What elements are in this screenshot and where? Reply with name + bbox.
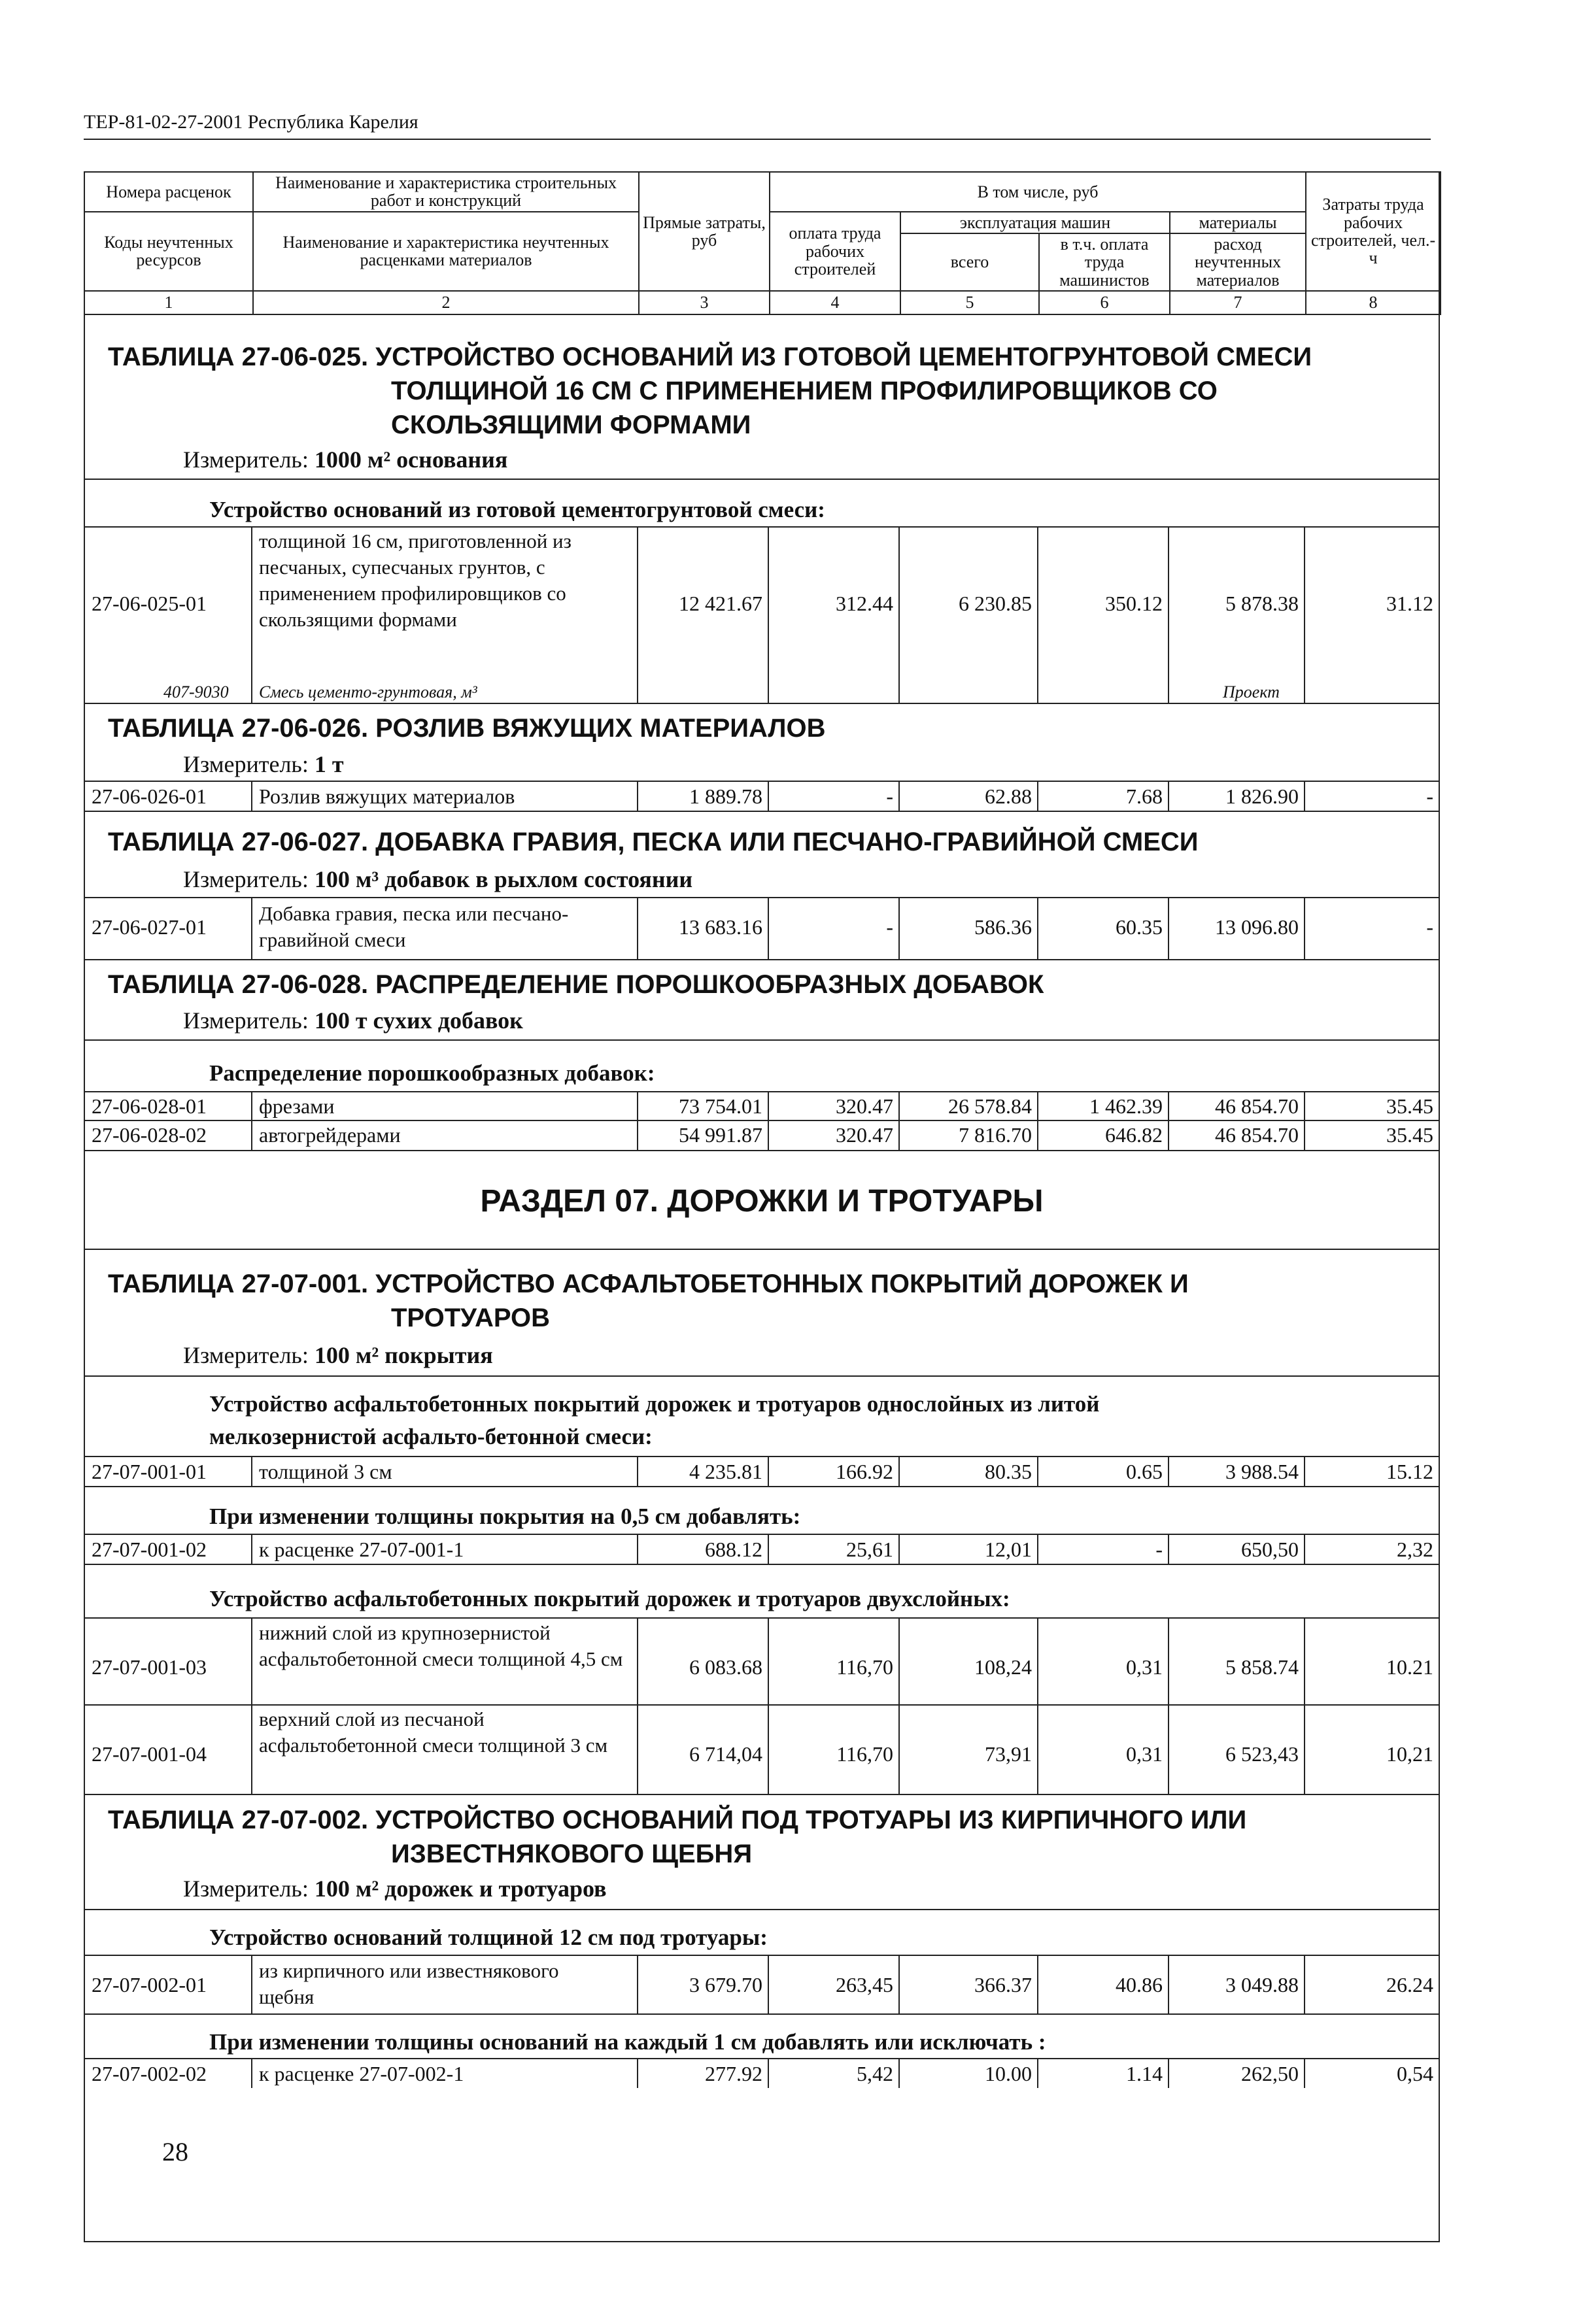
rule bbox=[84, 1039, 1440, 1041]
measure-unit: Измеритель: 100 т сухих добавок bbox=[183, 1007, 523, 1034]
direct-cost: 4 235.81 bbox=[689, 1460, 762, 1483]
col-header-labor: оплата труда рабочих строителей bbox=[770, 212, 900, 291]
rule bbox=[84, 1120, 1440, 1121]
vline bbox=[898, 526, 900, 703]
direct-cost: 13 683.16 bbox=[679, 915, 762, 939]
col-num: 3 bbox=[639, 291, 770, 314]
rule bbox=[84, 781, 1440, 782]
labor-cost: - bbox=[886, 915, 893, 939]
table-title: ТАБЛИЦА 27-06-026. РОЗЛИВ ВЯЖУЩИХ МАТЕРИАЛОВ bbox=[108, 714, 826, 743]
labor-cost: 25,61 bbox=[846, 1538, 893, 1561]
rule bbox=[84, 1249, 1440, 1250]
labor-cost: 166.92 bbox=[836, 1460, 893, 1483]
labor-hours: 10.21 bbox=[1386, 1655, 1433, 1679]
subheading: Распределение порошкообразных добавок: bbox=[209, 1060, 655, 1086]
labor-hours: 15.12 bbox=[1386, 1460, 1433, 1483]
col-header-mat: материалы bbox=[1170, 212, 1306, 233]
vline bbox=[251, 1534, 252, 1564]
vline bbox=[768, 781, 769, 811]
col-header-works: Наименование и характеристика строительных работ и конструкций bbox=[253, 172, 639, 212]
col-num: 4 bbox=[770, 291, 900, 314]
machine-cost: 80.35 bbox=[985, 1460, 1032, 1483]
table-title: ТАБЛИЦА 27-07-002. УСТРОЙСТВО ОСНОВАНИЙ ПОД ТРОТУАРЫ ИЗ КИРПИЧНОГО ИЛИ bbox=[108, 1806, 1247, 1834]
vline bbox=[637, 2058, 638, 2088]
vline bbox=[1037, 1534, 1038, 1564]
materials-cost: 262,50 bbox=[1241, 2062, 1299, 2085]
vline bbox=[1168, 1955, 1169, 2013]
rule bbox=[84, 1564, 1440, 1565]
machine-labor: 7.68 bbox=[1126, 784, 1163, 808]
page-number: 28 bbox=[162, 2137, 188, 2166]
vline bbox=[251, 526, 252, 703]
vline bbox=[637, 1617, 638, 1794]
rule bbox=[84, 811, 1440, 812]
materials-cost: 5 858.74 bbox=[1225, 1655, 1299, 1679]
vline bbox=[1304, 781, 1305, 811]
resource-code: 407-9030 bbox=[163, 682, 229, 701]
machine-labor: 350.12 bbox=[1105, 592, 1163, 615]
work-name: фрезами bbox=[259, 1094, 335, 1118]
rule bbox=[84, 1091, 1440, 1092]
direct-cost: 73 754.01 bbox=[679, 1094, 762, 1118]
vline bbox=[251, 1456, 252, 1486]
code-cell: 27-07-002-01 bbox=[92, 1973, 207, 1996]
labor-hours: 35.45 bbox=[1386, 1094, 1433, 1118]
direct-cost: 6 714,04 bbox=[689, 1742, 762, 1766]
materials-cost: 650,50 bbox=[1241, 1538, 1299, 1561]
work-name: толщиной 16 см, приготовленной из песчаных, супесчаных грунтов, с применением профилировщиков со скользящими формами bbox=[259, 530, 572, 631]
labor-cost: 5,42 bbox=[857, 2062, 893, 2085]
vline bbox=[898, 1456, 900, 1486]
header-rule bbox=[84, 139, 1431, 140]
labor-cost: 320.47 bbox=[836, 1094, 893, 1118]
vline bbox=[1037, 1955, 1038, 2013]
machine-cost: 26 578.84 bbox=[948, 1094, 1032, 1118]
rule bbox=[84, 1617, 1440, 1619]
vline bbox=[637, 526, 638, 703]
rule bbox=[84, 1955, 1440, 1956]
vline bbox=[637, 1534, 638, 1564]
vline bbox=[768, 1617, 769, 1794]
col-header-codes: Номера расценок bbox=[84, 172, 253, 212]
work-name: к расценке 27-07-001-1 bbox=[259, 1538, 464, 1561]
work-name: автогрейдерами bbox=[259, 1123, 401, 1147]
labor-cost: 116,70 bbox=[836, 1655, 893, 1679]
vline bbox=[1304, 1617, 1305, 1794]
rule bbox=[84, 703, 1440, 704]
work-name: Розлив вяжущих материалов bbox=[259, 784, 515, 808]
vline bbox=[251, 2058, 252, 2088]
vline bbox=[898, 1617, 900, 1794]
vline bbox=[637, 1456, 638, 1486]
machine-labor: 646.82 bbox=[1105, 1123, 1163, 1147]
vline bbox=[898, 781, 900, 811]
labor-hours: - bbox=[1426, 784, 1433, 808]
labor-cost: 116,70 bbox=[836, 1742, 893, 1766]
vline bbox=[1168, 526, 1169, 703]
subheading: Устройство асфальтобетонных покрытий дорожек и тротуаров двухслойных: bbox=[209, 1586, 1010, 1611]
measure-unit: Измеритель: 100 м³ добавок в рыхлом состоянии bbox=[183, 866, 693, 892]
machine-cost: 62.88 bbox=[985, 784, 1032, 808]
vline bbox=[1037, 2058, 1038, 2088]
subheading: Устройство оснований из готовой цементогрунтовой смеси: bbox=[209, 497, 825, 522]
machine-cost: 7 816.70 bbox=[959, 1123, 1032, 1147]
direct-cost: 3 679.70 bbox=[689, 1973, 762, 1996]
machine-labor: 1.14 bbox=[1126, 2062, 1163, 2085]
table-title: ТАБЛИЦА 27-07-001. УСТРОЙСТВО АСФАЛЬТОБЕТОННЫХ ПОКРЫТИЙ ДОРОЖЕК И bbox=[108, 1270, 1189, 1298]
vline bbox=[1304, 1955, 1305, 2013]
page-header: ТЕР-81-02-27-2001 Республика Карелия bbox=[84, 111, 418, 133]
col-header-machines: эксплуатация машин bbox=[900, 212, 1170, 233]
rule bbox=[84, 1704, 1440, 1706]
machine-labor: 1 462.39 bbox=[1089, 1094, 1163, 1118]
vline bbox=[768, 2058, 769, 2088]
col-num: 1 bbox=[84, 291, 253, 314]
table-title-cont: ТРОТУАРОВ bbox=[391, 1304, 551, 1332]
rule bbox=[84, 1150, 1440, 1151]
section-title: РАЗДЕЛ 07. ДОРОЖКИ И ТРОТУАРЫ bbox=[480, 1184, 1044, 1219]
work-name: толщиной 3 см bbox=[259, 1460, 392, 1483]
col-header-hours: Затраты труда рабочих строителей, чел.-ч bbox=[1306, 172, 1441, 291]
rule bbox=[84, 1456, 1440, 1457]
machine-cost: 586.36 bbox=[974, 915, 1032, 939]
machine-cost: 108,24 bbox=[974, 1655, 1032, 1679]
machine-labor: 0,31 bbox=[1126, 1742, 1163, 1766]
vline bbox=[1304, 2058, 1305, 2088]
code-cell: 27-06-028-01 bbox=[92, 1094, 207, 1118]
vline bbox=[1037, 781, 1038, 811]
col-header-mat-use: расход неучтенных материалов bbox=[1170, 233, 1306, 291]
machine-labor: 0.65 bbox=[1126, 1460, 1163, 1483]
table-title-cont: СКОЛЬЗЯЩИМИ ФОРМАМИ bbox=[391, 411, 751, 439]
work-name: к расценке 27-07-002-1 bbox=[259, 2062, 464, 2085]
vline bbox=[1168, 897, 1169, 959]
vline bbox=[898, 897, 900, 959]
code-cell: 27-07-001-03 bbox=[92, 1655, 207, 1679]
col-num: 5 bbox=[900, 291, 1039, 314]
col-header-direct: Прямые затраты, руб bbox=[639, 172, 770, 291]
direct-cost: 54 991.87 bbox=[679, 1123, 762, 1147]
col-header-mach-labor: в т.ч. оплата труда машинистов bbox=[1039, 233, 1170, 291]
labor-hours: 26.24 bbox=[1386, 1973, 1433, 1996]
vline bbox=[768, 897, 769, 959]
measure-unit: Измеритель: 1000 м² основания bbox=[183, 446, 508, 473]
materials-cost: 46 854.70 bbox=[1215, 1123, 1299, 1147]
vline bbox=[768, 526, 769, 703]
rule bbox=[84, 1375, 1440, 1377]
col-header-res-codes: Коды неучтенных ресурсов bbox=[84, 212, 253, 291]
materials-cost: 5 878.38 bbox=[1225, 592, 1299, 615]
machine-cost: 6 230.85 bbox=[959, 592, 1032, 615]
materials-cost: 3 988.54 bbox=[1225, 1460, 1299, 1483]
vline bbox=[251, 1617, 252, 1794]
rule bbox=[84, 1909, 1440, 1910]
materials-cost: 3 049.88 bbox=[1225, 1973, 1299, 1996]
labor-cost: 263,45 bbox=[836, 1973, 893, 1996]
col-num: 6 bbox=[1039, 291, 1170, 314]
labor-cost: 312.44 bbox=[836, 592, 893, 615]
code-cell: 27-06-027-01 bbox=[92, 915, 207, 939]
work-name: из кирпичного или известнякового щебня bbox=[259, 1959, 559, 2008]
machine-labor: 0,31 bbox=[1126, 1655, 1163, 1679]
rule bbox=[84, 2013, 1440, 2015]
labor-hours: - bbox=[1426, 915, 1433, 939]
labor-hours: 0,54 bbox=[1397, 2062, 1433, 2085]
vline bbox=[898, 1534, 900, 1564]
vline bbox=[637, 1955, 638, 2013]
vline bbox=[1037, 1456, 1038, 1486]
work-name: нижний слой из крупнозернистой асфальтобетонной смеси толщиной 4,5 см bbox=[259, 1621, 623, 1670]
code-cell: 27-07-001-04 bbox=[92, 1742, 207, 1766]
work-name: верхний слой из песчаной асфальтобетонной смеси толщиной 3 см bbox=[259, 1708, 608, 1757]
vline bbox=[1168, 2058, 1169, 2088]
rule bbox=[84, 1794, 1440, 1795]
materials-cost: 1 826.90 bbox=[1225, 784, 1299, 808]
table-title-cont: ИЗВЕСТНЯКОВОГО ЩЕБНЯ bbox=[391, 1840, 753, 1868]
code-cell: 27-06-026-01 bbox=[92, 784, 207, 808]
direct-cost: 6 083.68 bbox=[689, 1655, 762, 1679]
code-cell: 27-06-025-01 bbox=[92, 592, 207, 615]
table-title-cont: ТОЛЩИНОЙ 16 СМ С ПРИМЕНЕНИЕМ ПРОФИЛИРОВЩИКОВ СО bbox=[391, 377, 1218, 405]
vline bbox=[1037, 1617, 1038, 1794]
vline bbox=[1037, 526, 1038, 703]
vline bbox=[898, 2058, 900, 2088]
work-name: Добавка гравия, песка или песчано-гравийной смеси bbox=[259, 902, 569, 951]
labor-hours: 35.45 bbox=[1386, 1123, 1433, 1147]
vline bbox=[898, 1955, 900, 2013]
vline bbox=[1304, 1456, 1305, 1486]
resource-name: Смесь цементо-грунтовая, м³ bbox=[259, 682, 477, 701]
subheading: мелкозернистой асфальто-бетонной смеси: bbox=[209, 1424, 653, 1449]
vline bbox=[637, 781, 638, 811]
labor-hours: 2,32 bbox=[1397, 1538, 1433, 1561]
code-cell: 27-06-028-02 bbox=[92, 1123, 207, 1147]
col-num: 8 bbox=[1306, 291, 1441, 314]
vline bbox=[1304, 897, 1305, 959]
rule bbox=[84, 897, 1440, 898]
col-header-mach-total: всего bbox=[900, 233, 1039, 291]
vline bbox=[251, 781, 252, 811]
vline bbox=[251, 897, 252, 959]
vline bbox=[768, 1955, 769, 2013]
materials-cost: 6 523,43 bbox=[1225, 1742, 1299, 1766]
measure-unit: Измеритель: 1 т bbox=[183, 751, 344, 777]
rule bbox=[84, 959, 1440, 960]
labor-hours: 10,21 bbox=[1386, 1742, 1433, 1766]
measure-unit: Измеритель: 100 м² покрытия bbox=[183, 1342, 493, 1368]
labor-cost: 320.47 bbox=[836, 1123, 893, 1147]
rule bbox=[84, 1486, 1440, 1487]
direct-cost: 277.92 bbox=[705, 2062, 762, 2085]
machine-cost: 366.37 bbox=[974, 1973, 1032, 1996]
direct-cost: 12 421.67 bbox=[679, 592, 762, 615]
subheading: Устройство асфальтобетонных покрытий дорожек и тротуаров однослойных из литой bbox=[209, 1391, 1100, 1417]
vline bbox=[1168, 1534, 1169, 1564]
labor-hours: 31.12 bbox=[1386, 592, 1433, 615]
code-cell: 27-07-001-01 bbox=[92, 1460, 207, 1483]
rule bbox=[84, 526, 1440, 528]
subheading: При изменении толщины оснований на каждый 1 см добавлять или исключать : bbox=[209, 2029, 1046, 2055]
rule bbox=[84, 2058, 1440, 2059]
col-header-incl: В том числе, руб bbox=[770, 172, 1306, 212]
table-title: ТАБЛИЦА 27-06-027. ДОБАВКА ГРАВИЯ, ПЕСКА ИЛИ ПЕСЧАНО-ГРАВИЙНОЙ СМЕСИ bbox=[108, 828, 1199, 856]
direct-cost: 1 889.78 bbox=[689, 784, 762, 808]
vline bbox=[768, 1534, 769, 1564]
subheading: При изменении толщины покрытия на 0,5 см добавлять: bbox=[209, 1504, 801, 1529]
vline bbox=[1168, 1456, 1169, 1486]
machine-cost: 73,91 bbox=[985, 1742, 1032, 1766]
vline bbox=[1304, 1534, 1305, 1564]
labor-cost: - bbox=[886, 784, 893, 808]
machine-cost: 10.00 bbox=[985, 2062, 1032, 2085]
col-header-materials: Наименование и характеристика неучтенных расценками материалов bbox=[253, 212, 639, 291]
machine-labor: - bbox=[1155, 1538, 1163, 1561]
vline bbox=[1168, 1617, 1169, 1794]
vline bbox=[1037, 897, 1038, 959]
materials-cost: 46 854.70 bbox=[1215, 1094, 1299, 1118]
rule bbox=[84, 1534, 1440, 1535]
resource-mat: Проект bbox=[1223, 682, 1280, 701]
vline bbox=[1168, 781, 1169, 811]
vline bbox=[768, 1456, 769, 1486]
table-title: ТАБЛИЦА 27-06-025. УСТРОЙСТВО ОСНОВАНИЙ ИЗ ГОТОВОЙ ЦЕМЕНТОГРУНТОВОЙ СМЕСИ bbox=[108, 343, 1312, 371]
machine-cost: 12,01 bbox=[985, 1538, 1032, 1561]
code-cell: 27-07-002-02 bbox=[92, 2062, 207, 2085]
subheading: Устройство оснований толщиной 12 см под тротуары: bbox=[209, 1925, 768, 1950]
machine-labor: 40.86 bbox=[1116, 1973, 1163, 1996]
direct-cost: 688.12 bbox=[705, 1538, 762, 1561]
table-title: ТАБЛИЦА 27-06-028. РАСПРЕДЕЛЕНИЕ ПОРОШКООБРАЗНЫХ ДОБАВОК bbox=[108, 970, 1044, 999]
vline bbox=[637, 897, 638, 959]
vline bbox=[1304, 526, 1305, 703]
machine-labor: 60.35 bbox=[1116, 915, 1163, 939]
vline bbox=[251, 1955, 252, 2013]
col-num: 7 bbox=[1170, 291, 1306, 314]
materials-cost: 13 096.80 bbox=[1215, 915, 1299, 939]
measure-unit: Измеритель: 100 м² дорожек и тротуаров bbox=[183, 1876, 607, 1902]
rule bbox=[84, 479, 1440, 480]
col-num: 2 bbox=[253, 291, 639, 314]
code-cell: 27-07-001-02 bbox=[92, 1538, 207, 1561]
